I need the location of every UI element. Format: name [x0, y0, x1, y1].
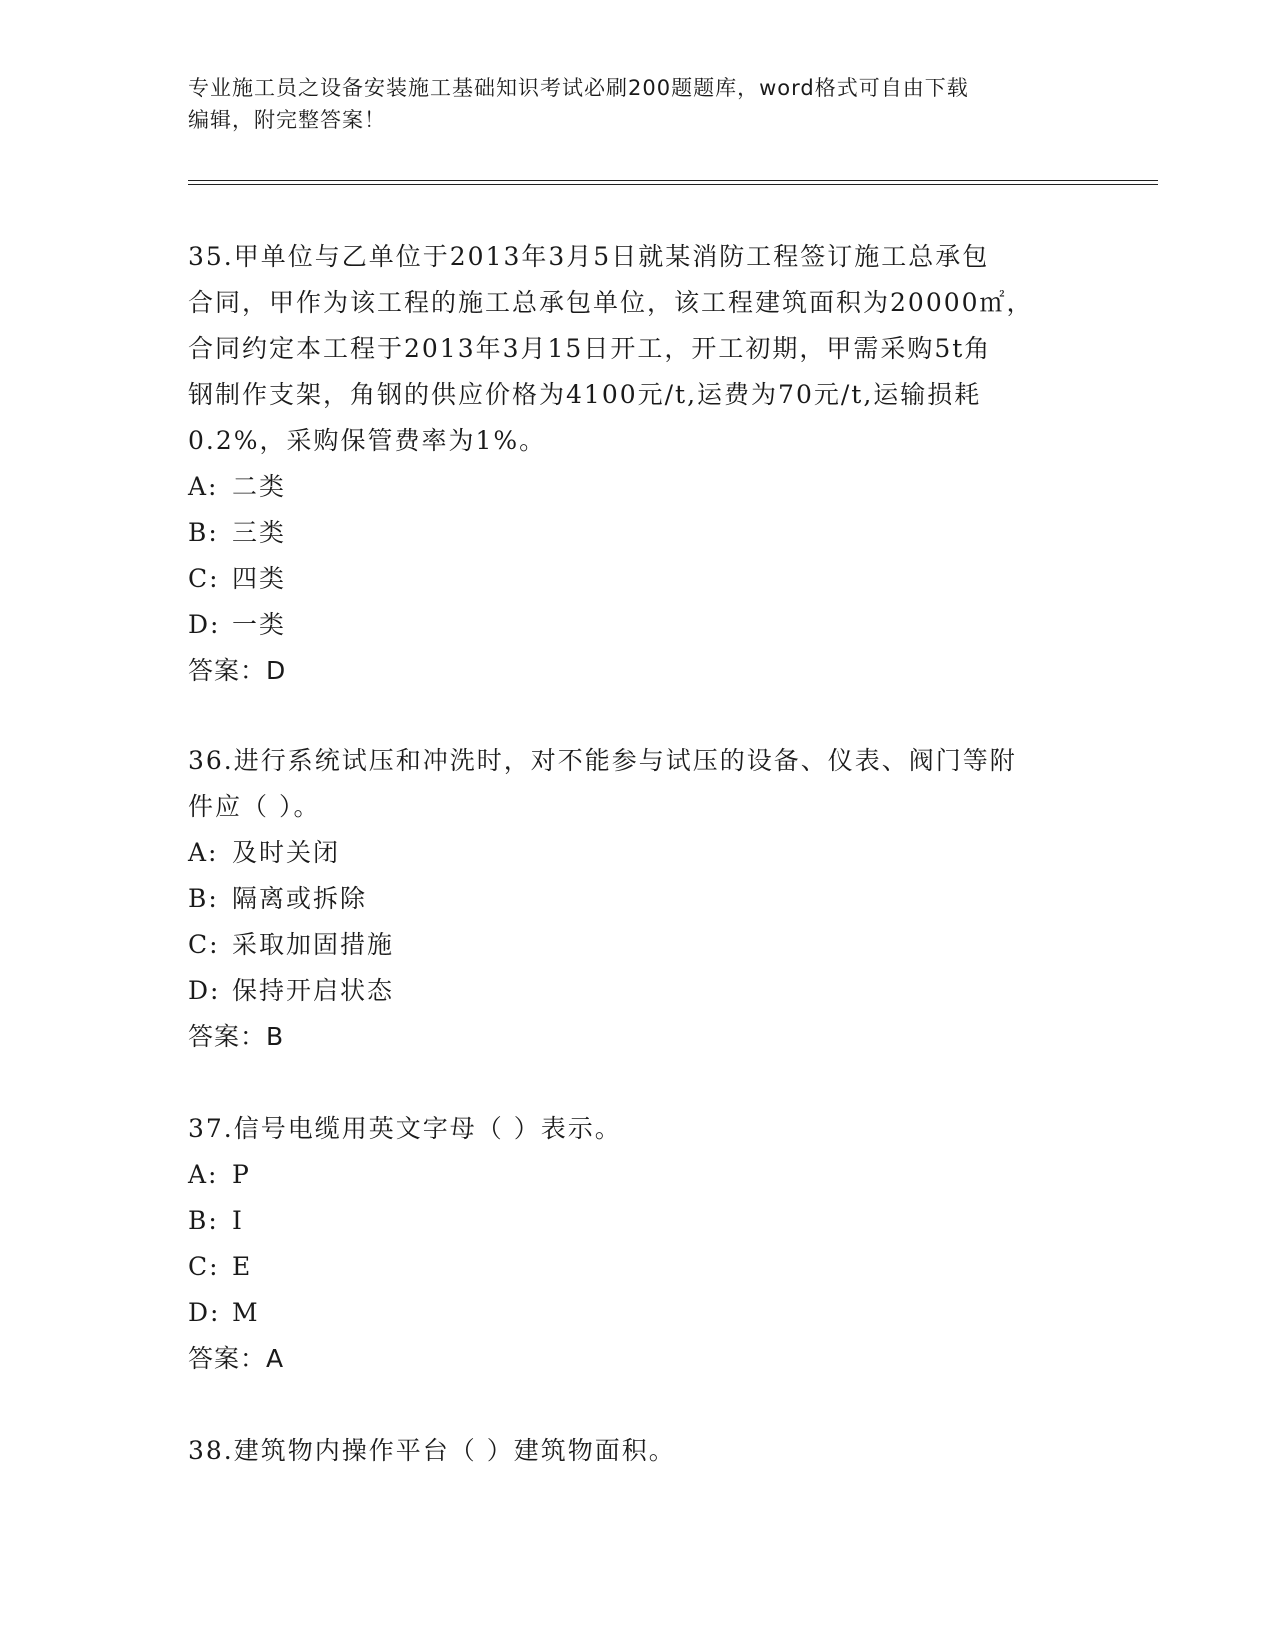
option-c [188, 1244, 1083, 1290]
question-stem-line: 合同，甲作为该工程的施工总承包单位，该工程建筑面积为20000㎡， [188, 288, 1034, 317]
option-text: 二类 [232, 472, 287, 501]
option-b [188, 876, 1083, 922]
question-stem-line: 35.甲单位与乙单位于2013年3月5日就某消防工程签订施工总承包 [188, 242, 990, 271]
option-letter: B: [188, 518, 219, 547]
answer-line: 答案：D [188, 656, 287, 685]
option-d [188, 602, 1083, 648]
question-stem-line: 合同约定本工程于2013年3月15日开工，开工初期，甲需采购5t角 [188, 334, 992, 363]
option-letter: C: [188, 564, 220, 593]
header-divider-top [188, 180, 1158, 181]
question-stem-line: 钢制作支架，角钢的供应价格为4100元/t,运费为70元/t,运输损耗 [188, 380, 982, 409]
question-stem-line: 37.信号电缆用英文字母（ ）表示。 [188, 1114, 622, 1143]
question-36 [188, 738, 1083, 1060]
option-c [188, 922, 1083, 968]
option-text: 四类 [232, 564, 287, 593]
question-stem-line: 件应（ ）。 [188, 792, 321, 821]
header-line-1: 专业施工员之设备安装施工基础知识考试必刷200题题库，word格式可自由下载 [188, 76, 969, 100]
question-stem-line: 0.2%，采购保管费率为1%。 [188, 426, 547, 455]
question-38 [188, 1428, 1083, 1474]
header-line-2: 编辑，附完整答案！ [188, 108, 386, 132]
option-letter: D: [188, 1298, 221, 1327]
option-text: 及时关闭 [232, 838, 341, 867]
option-b [188, 1198, 1083, 1244]
document-header [188, 72, 1088, 136]
option-letter: A: [188, 472, 219, 501]
option-letter: A: [188, 1160, 219, 1189]
option-a [188, 830, 1083, 876]
option-letter: B: [188, 1206, 219, 1235]
option-letter: D: [188, 610, 221, 639]
option-letter: A: [188, 838, 219, 867]
question-35 [188, 234, 1083, 694]
option-a [188, 464, 1083, 510]
option-letter: D: [188, 976, 221, 1005]
option-text: 一类 [232, 610, 287, 639]
option-letter: C: [188, 930, 220, 959]
option-text: 三类 [232, 518, 287, 547]
option-text: I [232, 1206, 244, 1235]
option-text: 采取加固措施 [232, 930, 395, 959]
header-divider-bottom [188, 184, 1158, 185]
option-text: P [232, 1160, 251, 1189]
answer-line: 答案：B [188, 1022, 285, 1051]
option-d [188, 1290, 1083, 1336]
question-stem-line: 38.建筑物内操作平台（ ）建筑物面积。 [188, 1436, 676, 1465]
option-text: E [232, 1252, 253, 1281]
option-c [188, 556, 1083, 602]
option-letter: B: [188, 884, 219, 913]
question-stem-line: 36.进行系统试压和冲洗时，对不能参与试压的设备、仪表、阀门等附 [188, 746, 1017, 775]
option-d [188, 968, 1083, 1014]
option-letter: C: [188, 1252, 220, 1281]
answer-line: 答案：A [188, 1344, 285, 1373]
option-a [188, 1152, 1083, 1198]
option-b [188, 510, 1083, 556]
question-37 [188, 1106, 1083, 1382]
option-text: 隔离或拆除 [232, 884, 368, 913]
option-text: 保持开启状态 [232, 976, 395, 1005]
option-text: M [232, 1298, 260, 1327]
